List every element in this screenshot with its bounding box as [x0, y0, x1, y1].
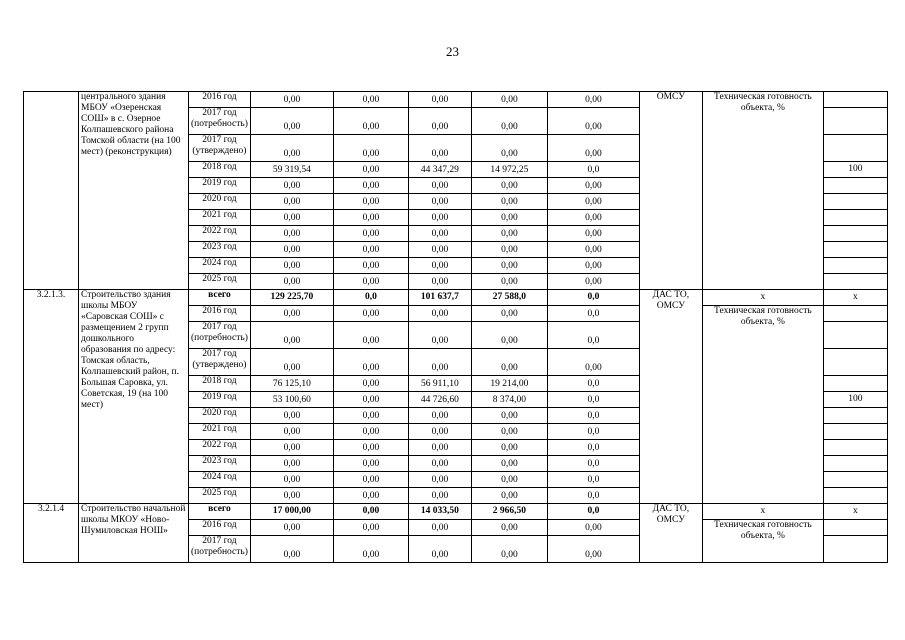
amount-cell: 0,00	[250, 349, 333, 376]
section-name: Строительство начальной школы МКОУ «Ново-Шумиловская НОШ»	[79, 504, 189, 563]
amount-cell: 0,00	[408, 274, 471, 290]
amount-cell: 0,00	[250, 178, 333, 194]
amount-cell: 59 319,54	[250, 162, 333, 178]
amount-cell: 0,0	[547, 504, 639, 520]
executor: ДАС ТО, ОМСУ	[639, 290, 702, 504]
amount-cell: 0,00	[408, 456, 471, 472]
amount-cell: 0,00	[408, 242, 471, 258]
amount-cell: 76 125,10	[250, 376, 333, 392]
year-label: 2020 год	[189, 194, 251, 210]
indicator-value	[823, 242, 887, 258]
amount-cell: 0,00	[471, 306, 547, 322]
amount-cell: 14 972,25	[471, 162, 547, 178]
section-name: Строительство здания школы МБОУ «Саровская СОШ» с размещением 2 групп дошкольного образования по адресу: Томская область, Колпашевский район, п. Большая Саровка, ул. Советская, 19 (на 100 мест)	[79, 290, 189, 504]
amount-cell: 0,0	[333, 290, 408, 306]
amount-cell: 0,00	[333, 349, 408, 376]
amount-cell: 0,0	[547, 424, 639, 440]
amount-cell: 0,00	[333, 108, 408, 135]
indicator-value	[823, 376, 887, 392]
executor: ОМСУ	[639, 92, 702, 290]
amount-cell: 0,00	[471, 242, 547, 258]
amount-cell: 0,0	[547, 488, 639, 504]
amount-cell: 0,00	[471, 408, 547, 424]
indicator-value	[823, 472, 887, 488]
amount-cell: 0,00	[250, 242, 333, 258]
amount-cell: 0,0	[547, 376, 639, 392]
amount-cell: 0,00	[471, 258, 547, 274]
amount-cell: 0,00	[547, 520, 639, 536]
amount-cell: 0,00	[333, 210, 408, 226]
amount-cell: 0,00	[547, 258, 639, 274]
section-index	[24, 92, 79, 290]
year-label: 2017 год (потребность)	[189, 108, 251, 135]
amount-cell: 0,00	[333, 504, 408, 520]
amount-cell: 0,00	[547, 194, 639, 210]
year-label: 2021 год	[189, 424, 251, 440]
amount-cell: 101 637,7	[408, 290, 471, 306]
amount-cell: 27 588,0	[471, 290, 547, 306]
section-index: 3.2.1.4	[24, 504, 79, 563]
year-label: 2020 год	[189, 408, 251, 424]
indicator-value	[823, 178, 887, 194]
amount-cell: 0,00	[547, 242, 639, 258]
year-label: 2017 год (утверждено)	[189, 349, 251, 376]
amount-cell: 0,00	[408, 472, 471, 488]
amount-cell: 0,00	[333, 488, 408, 504]
amount-cell: 44 347,29	[408, 162, 471, 178]
amount-cell: 0,00	[471, 440, 547, 456]
amount-cell: 0,00	[333, 306, 408, 322]
amount-cell: 0,00	[547, 349, 639, 376]
indicator-value	[823, 194, 887, 210]
amount-cell: 0,00	[333, 226, 408, 242]
amount-cell: 0,00	[333, 162, 408, 178]
amount-cell: 0,00	[471, 194, 547, 210]
year-label: 2023 год	[189, 456, 251, 472]
indicator-value: 100	[823, 162, 887, 178]
table-row-total	[24, 504, 888, 520]
year-label: 2017 год (потребность)	[189, 322, 251, 349]
amount-cell: 0,00	[408, 108, 471, 135]
amount-cell: 53 100,60	[250, 392, 333, 408]
amount-cell: 0,00	[250, 306, 333, 322]
year-label: 2017 год (потребность)	[189, 536, 251, 563]
amount-cell: 0,0	[547, 290, 639, 306]
amount-cell: 0,00	[547, 274, 639, 290]
amount-cell: 0,00	[471, 226, 547, 242]
indicator-value	[823, 258, 887, 274]
amount-cell: 0,00	[333, 135, 408, 162]
amount-cell: 0,00	[547, 178, 639, 194]
amount-cell: 0,0	[547, 456, 639, 472]
indicator-value	[823, 210, 887, 226]
amount-cell: 0,00	[250, 194, 333, 210]
amount-cell: 0,00	[250, 440, 333, 456]
amount-cell: 0,00	[471, 424, 547, 440]
amount-cell: 8 374,00	[471, 392, 547, 408]
amount-cell: 0,00	[408, 258, 471, 274]
amount-cell: 0,00	[250, 472, 333, 488]
year-label: 2024 год	[189, 472, 251, 488]
amount-cell: 0,00	[250, 258, 333, 274]
amount-cell: 0,0	[547, 322, 639, 349]
amount-cell: 129 225,70	[250, 290, 333, 306]
year-label: 2016 год	[189, 92, 251, 108]
amount-cell: 0,00	[333, 92, 408, 108]
amount-cell: 0,00	[250, 210, 333, 226]
amount-cell: 0,0	[547, 408, 639, 424]
amount-cell: 0,00	[250, 135, 333, 162]
amount-cell: 0,0	[547, 392, 639, 408]
amount-cell: 0,00	[333, 536, 408, 563]
value-placeholder: х	[823, 504, 887, 520]
indicator-value	[823, 226, 887, 242]
amount-cell: 0,00	[333, 392, 408, 408]
amount-cell: 0,00	[547, 226, 639, 242]
indicator-value	[823, 408, 887, 424]
amount-cell: 0,00	[408, 424, 471, 440]
indicator-value: 100	[823, 392, 887, 408]
indicator-label: Техническая готовность объекта, %	[702, 306, 823, 504]
amount-cell: 0,00	[250, 408, 333, 424]
year-label: 2022 год	[189, 440, 251, 456]
amount-cell: 0,00	[250, 536, 333, 563]
table-row	[24, 92, 888, 108]
year-label: 2024 год	[189, 258, 251, 274]
amount-cell: 0,00	[408, 135, 471, 162]
table-row-total	[24, 290, 888, 306]
year-label: 2017 год (утверждено)	[189, 135, 251, 162]
amount-cell: 0,00	[250, 226, 333, 242]
amount-cell: 0,00	[333, 456, 408, 472]
indicator-value	[823, 349, 887, 376]
amount-cell: 0,00	[408, 536, 471, 563]
amount-cell: 0,00	[333, 440, 408, 456]
indicator-value	[823, 520, 887, 536]
amount-cell: 0,00	[333, 408, 408, 424]
executor: ДАС ТО, ОМСУ	[639, 504, 702, 563]
year-label: 2023 год	[189, 242, 251, 258]
year-label: 2018 год	[189, 376, 251, 392]
amount-cell: 0,00	[333, 178, 408, 194]
value-placeholder: х	[823, 290, 887, 306]
indicator-value	[823, 306, 887, 322]
amount-cell: 2 966,50	[471, 504, 547, 520]
amount-cell: 0,00	[408, 178, 471, 194]
amount-cell: 0,00	[471, 488, 547, 504]
amount-cell: 0,00	[333, 376, 408, 392]
amount-cell: 0,00	[333, 424, 408, 440]
year-label: 2016 год	[189, 520, 251, 536]
indicator-placeholder: х	[702, 290, 823, 306]
indicator-value	[823, 135, 887, 162]
amount-cell: 0,00	[408, 408, 471, 424]
amount-cell: 0,00	[471, 349, 547, 376]
amount-cell: 0,00	[408, 349, 471, 376]
year-label: 2019 год	[189, 178, 251, 194]
amount-cell: 0,00	[408, 520, 471, 536]
indicator-value	[823, 536, 887, 563]
year-label: 2022 год	[189, 226, 251, 242]
amount-cell: 0,00	[471, 108, 547, 135]
year-label: всего	[189, 504, 251, 520]
amount-cell: 0,0	[547, 162, 639, 178]
amount-cell: 0,00	[333, 274, 408, 290]
year-label: 2016 год	[189, 306, 251, 322]
amount-cell: 0,00	[408, 92, 471, 108]
amount-cell: 0,00	[471, 520, 547, 536]
amount-cell: 0,00	[471, 135, 547, 162]
amount-cell: 0,00	[250, 424, 333, 440]
amount-cell: 0,00	[250, 108, 333, 135]
indicator-value	[823, 440, 887, 456]
amount-cell: 0,00	[250, 488, 333, 504]
amount-cell: 0,00	[547, 536, 639, 563]
amount-cell: 0,00	[408, 306, 471, 322]
year-label: 2021 год	[189, 210, 251, 226]
year-label: 2019 год	[189, 392, 251, 408]
amount-cell: 0,00	[250, 322, 333, 349]
amount-cell: 0,00	[250, 456, 333, 472]
section-name: центрального здания МБОУ «Озеренская СОШ» в с. Озерное Колпашевского района Томской области (на 100 мест) (реконструкция)	[79, 92, 189, 290]
amount-cell: 0,00	[408, 322, 471, 349]
amount-cell: 0,00	[333, 520, 408, 536]
page-number: 23	[446, 44, 459, 59]
amount-cell: 56 911,10	[408, 376, 471, 392]
amount-cell: 0,00	[250, 520, 333, 536]
amount-cell: 0,00	[547, 108, 639, 135]
amount-cell: 0,00	[471, 274, 547, 290]
amount-cell: 0,00	[547, 210, 639, 226]
amount-cell: 19 214,00	[471, 376, 547, 392]
budget-table	[23, 91, 888, 563]
year-label: всего	[189, 290, 251, 306]
amount-cell: 0,00	[408, 440, 471, 456]
indicator-label: Техническая готовность объекта, %	[702, 92, 823, 290]
amount-cell: 0,00	[333, 322, 408, 349]
indicator-value	[823, 322, 887, 349]
amount-cell: 0,00	[408, 210, 471, 226]
section-index: 3.2.1.3.	[24, 290, 79, 504]
amount-cell: 0,00	[333, 242, 408, 258]
indicator-value	[823, 108, 887, 135]
indicator-value	[823, 456, 887, 472]
amount-cell: 17 000,00	[250, 504, 333, 520]
indicator-placeholder: х	[702, 504, 823, 520]
indicator-value	[823, 92, 887, 108]
amount-cell: 0,00	[547, 92, 639, 108]
year-label: 2018 год	[189, 162, 251, 178]
amount-cell: 0,0	[547, 440, 639, 456]
amount-cell: 0,00	[250, 92, 333, 108]
amount-cell: 0,00	[547, 135, 639, 162]
amount-cell: 0,00	[471, 536, 547, 563]
amount-cell: 0,00	[471, 92, 547, 108]
amount-cell: 44 726,60	[408, 392, 471, 408]
amount-cell: 0,00	[250, 274, 333, 290]
amount-cell: 0,00	[408, 194, 471, 210]
amount-cell: 0,00	[471, 456, 547, 472]
amount-cell: 0,00	[333, 472, 408, 488]
amount-cell: 0,0	[547, 472, 639, 488]
indicator-value	[823, 274, 887, 290]
year-label: 2025 год	[189, 274, 251, 290]
amount-cell: 14 033,50	[408, 504, 471, 520]
amount-cell: 0,00	[408, 226, 471, 242]
indicator-label: Техническая готовность объекта, %	[702, 520, 823, 563]
indicator-value	[823, 488, 887, 504]
amount-cell: 0,00	[333, 194, 408, 210]
indicator-value	[823, 424, 887, 440]
amount-cell: 0,00	[333, 258, 408, 274]
year-label: 2025 год	[189, 488, 251, 504]
amount-cell: 0,00	[471, 322, 547, 349]
amount-cell: 0,00	[408, 488, 471, 504]
amount-cell: 0,00	[471, 210, 547, 226]
amount-cell: 0,00	[471, 178, 547, 194]
amount-cell: 0,00	[471, 472, 547, 488]
amount-cell: 0,0	[547, 306, 639, 322]
